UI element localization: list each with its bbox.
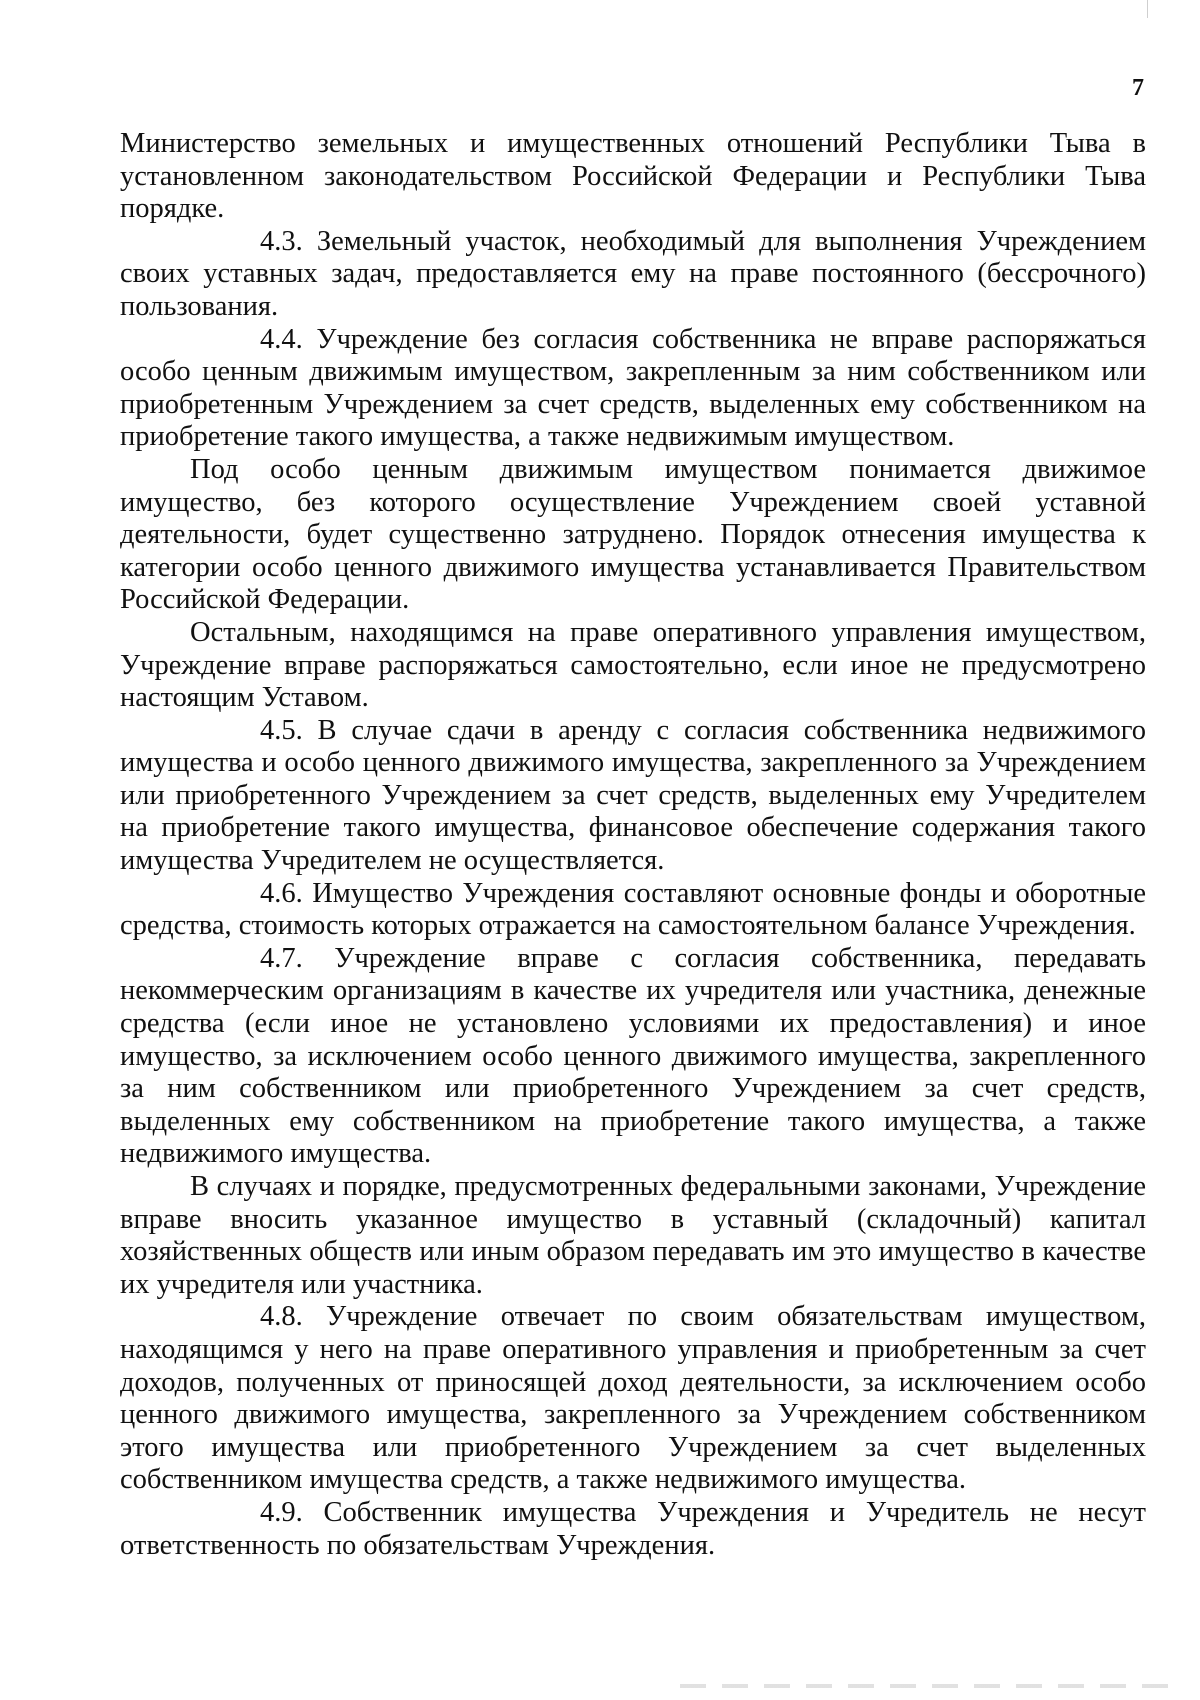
paragraph-text: Учреждение без согласия собственника не вправе распоряжаться особо ценным движимым имуществом, закрепленным за ним собственником или приобретенным Учреждением за счет средств, выделенных ему собственником на приобретение такого имущества, а также недвижимым имуществом. [120,323,1147,453]
paragraph-text: Земельный участок, необходимый для выполнения Учреждением своих уставных задач, предоставляется ему на праве постоянного (бессрочного) пользования. [120,225,1147,322]
paragraph-text: Учреждение вправе с согласия собственника, передавать некоммерческим организациям в качестве их учредителя или участника, денежные средства (если иное не установлено условиями их предоставления) и иное имущество, за исключением особо ценного движимого имущества, закрепленного за ним собственником или приобретенного Учреждением за счет средств, выделенных ему собственником на приобретение такого имущества, а также недвижимого имущества. [120,942,1147,1170]
paragraph-remaining-property [120,617,1146,715]
page-number: 7 [1132,75,1144,101]
section-4-4 [120,324,1146,454]
paragraph-text: Имущество Учреждения составляют основные фонды и оборотные средства, стоимость которых отражается на самостоятельном балансе Учреждения. [120,877,1147,942]
scan-edge-mark [1147,0,1148,18]
section-number: 4.9. [260,1496,303,1528]
paragraph-continuation [120,128,1146,226]
section-number: 4.6. [260,877,303,909]
section-number: 4.8. [260,1301,303,1333]
paragraph-especially-valuable-property [120,454,1146,617]
section-4-6 [120,878,1146,943]
section-4-5 [120,715,1146,878]
section-number: 4.7. [260,942,303,974]
paragraph-text: Под особо ценным движимым имуществом понимается движимое имущество, без которого осуществление Учреждением своей уставной деятельности, будет существенно затруднено. Порядок отнесения имущества к категории особо ценного движимого имущества устанавливается Правительством Российской Федерации. [120,453,1146,616]
paragraph-text: Министерство земельных и имущественных отношений Республики Тыва в установленном законодательством Российской Федерации и Республики Тыва порядке. [120,128,1146,225]
scan-artifact [680,1684,1180,1688]
paragraph-text: Учреждение отвечает по своим обязательствам имуществом, находящимся у него на праве оперативного управления и приобретенным за счет доходов, полученных от приносящей доход деятельности, за исключением особо ценного движимого имущества, закрепленного за Учреждением собственником этого имущества или приобретенного Учреждением за счет выделенных собственником имущества средств, а также недвижимого имущества. [120,1301,1147,1496]
paragraph-text: В случаях и порядке, предусмотренных федеральными законами, Учреждение вправе вносить указанное имущество в уставный (складочный) капитал хозяйственных обществ или иным образом передавать им это имущество в качестве их учредителя или участника. [120,1171,1146,1300]
section-4-3 [120,226,1146,324]
section-number: 4.4. [260,323,303,355]
section-number: 4.3. [260,225,303,257]
section-4-7 [120,943,1146,1171]
section-4-8 [120,1301,1146,1497]
document-body [120,128,1146,1562]
paragraph-federal-laws [120,1171,1146,1301]
paragraph-text: Остальным, находящимся на праве оперативного управления имуществом, Учреждение вправе распоряжаться самостоятельно, если иное не предусмотрено настоящим Уставом. [120,616,1146,714]
section-4-9 [120,1497,1146,1562]
section-number: 4.5. [260,714,303,746]
paragraph-text: В случае сдачи в аренду с согласия собственника недвижимого имущества и особо ценного движимого имущества, закрепленного за Учреждением или приобретенного Учреждением за счет средств, выделенных ему Учредителем на приобретение такого имущества, финансовое обеспечение содержания такого имущества Учредителем не осуществляется. [120,714,1147,877]
paragraph-text: Собственник имущества Учреждения и Учредитель не несут ответственность по обязательствам Учреждения. [120,1496,1146,1561]
